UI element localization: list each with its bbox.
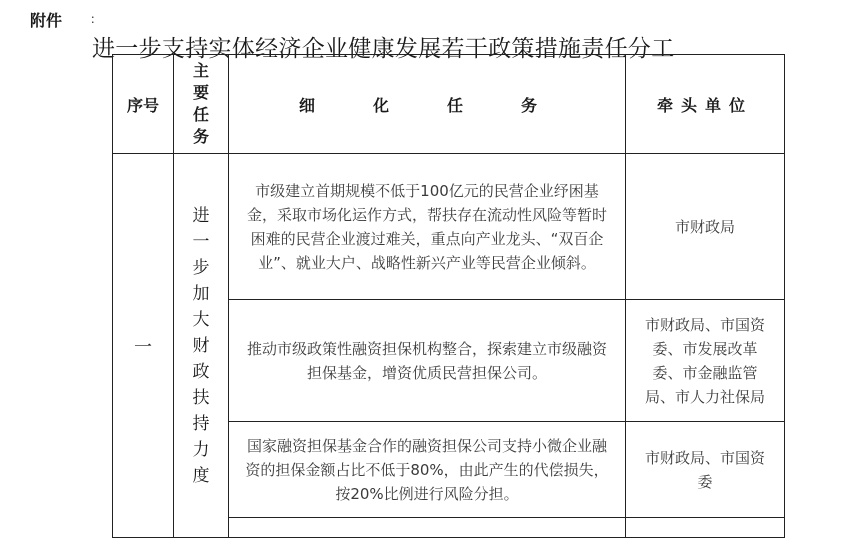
detail-cell: 国家融资担保基金合作的融资担保公司支持小微企业融资的担保金额占比不低于80%，由此产生的代偿损失，按20%比例进行风险分担。 xyxy=(229,422,626,518)
column-header-detail: 细化任务 xyxy=(229,55,626,154)
detail-cell: 市级建立首期规模不低于100亿元的民营企业纾困基金，采取市场化运作方式，帮扶存在流动性风险等暂时困难的民营企业渡过难关，重点向产业龙头、“双百企业”、就业大户、战略性新兴产业等民营企业倾斜。 xyxy=(229,154,626,300)
lead-cell-partial xyxy=(626,518,785,538)
detail-cell-partial xyxy=(229,518,626,538)
column-header-lead: 牵头单位 xyxy=(626,55,785,154)
table-header-row xyxy=(113,55,785,154)
group-task xyxy=(174,154,229,538)
lead-cell: 市财政局、市国资委 xyxy=(626,422,785,518)
column-header-task xyxy=(174,55,229,154)
lead-cell: 市财政局 xyxy=(626,154,785,300)
column-header-task-text: 主要任务 xyxy=(192,61,209,146)
attachment-label: 附件 xyxy=(30,11,63,30)
document-title: 进一步支持实体经济企业健康发展若干政策措施责任分工 xyxy=(92,36,675,62)
column-header-no: 序号 xyxy=(113,55,174,154)
attachment-colon: ： xyxy=(90,12,103,26)
table-row xyxy=(113,154,785,300)
group-number: 一 xyxy=(113,154,174,538)
group-task-text: 进一步加大财政扶持力度 xyxy=(192,205,210,486)
responsibility-table xyxy=(112,54,785,538)
detail-cell: 推动市级政策性融资担保机构整合，探索建立市级融资担保基金，增资优质民营担保公司。 xyxy=(229,300,626,422)
lead-cell: 市财政局、市国资委、市发展改革委、市金融监管局、市人力社保局 xyxy=(626,300,785,422)
